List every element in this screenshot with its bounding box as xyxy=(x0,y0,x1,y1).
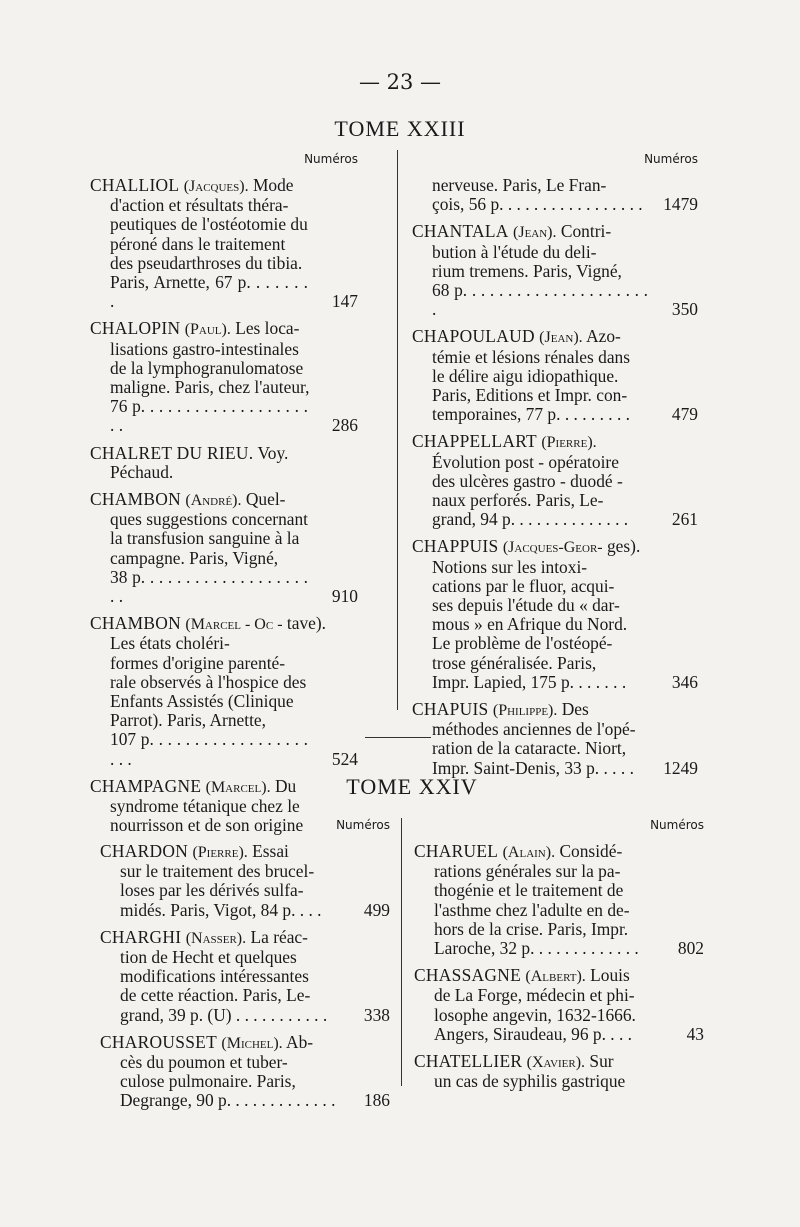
entry-heading xyxy=(412,176,698,195)
author-surname: CHAPUIS xyxy=(412,699,489,720)
index-entry xyxy=(90,444,358,482)
author-surname: CHALRET DU RIEU. xyxy=(90,442,254,463)
author-given-name: (Michel). xyxy=(221,1034,283,1052)
entry-text: Enfants Assistés (Clinique xyxy=(110,691,294,712)
entry-text: campagne. Paris, Vigné, xyxy=(110,547,279,568)
entry-heading xyxy=(412,327,698,347)
entry-text: formes d'origine parenté- xyxy=(110,652,286,673)
entry-text: tion de Hecht et quelques xyxy=(120,947,297,968)
author-given-name: (Xavier). xyxy=(526,1054,586,1072)
entry-number: 338 xyxy=(363,1004,390,1025)
index-entry xyxy=(100,842,390,920)
entry-text: ration de la cataracte. Niort, xyxy=(432,738,627,759)
column-header: Numéros xyxy=(650,818,704,832)
entry-heading xyxy=(100,1033,390,1053)
author-given-name: (Pierre). xyxy=(541,434,597,452)
entry-text: losophe angevin, 1632-1666. xyxy=(434,1004,636,1025)
entry-text: de cette réaction. Paris, Le- xyxy=(120,985,311,1006)
author-given-name: (Marcel). xyxy=(205,778,271,796)
entry-text: Le problème de l'ostéopé- xyxy=(432,633,613,654)
entry-text: Degrange, 90 p. . . . . . . . . . . . . xyxy=(120,1090,336,1111)
entry-text: méthodes anciennes de l'opé- xyxy=(432,719,636,740)
index-entry xyxy=(412,222,698,319)
entry-number: 479 xyxy=(671,404,698,425)
entry-text: Les états choléri- xyxy=(110,633,230,654)
index-entry xyxy=(412,176,698,214)
index-entry xyxy=(100,1033,390,1111)
entry-text: Paris, Arnette, 67 p. . . . . . . . xyxy=(110,272,308,312)
index-entry xyxy=(414,842,704,958)
entry-text: Notions sur les intoxi- xyxy=(432,556,588,577)
entry-text: cations par le fluor, acqui- xyxy=(432,575,615,596)
entry-text: Azo- xyxy=(586,326,621,347)
entry-text: 68 p. . . . . . . . . . . . . . . . . . . . . . xyxy=(432,280,648,320)
entry-number: 346 xyxy=(671,671,698,692)
entry-number: 499 xyxy=(363,899,390,920)
index-entry xyxy=(412,537,698,692)
entry-number: 261 xyxy=(671,509,698,530)
author-given-name: (Jean). xyxy=(539,329,583,347)
author-given-name: (Jacques-Geor- xyxy=(502,539,603,557)
entry-text: 38 p. . . . . . . . . . . . . . . . . . . . . xyxy=(110,566,308,607)
entry-number: 147 xyxy=(331,291,358,312)
entry-heading xyxy=(414,842,704,862)
column-divider xyxy=(397,150,398,710)
index-entry xyxy=(90,319,358,435)
author-given-name: (Nasser). xyxy=(185,929,247,947)
entry-heading xyxy=(90,444,358,463)
entry-text: d'action et résultats théra- xyxy=(110,195,289,216)
column-right xyxy=(412,152,698,786)
author-surname: CHALOPIN xyxy=(90,318,181,339)
entry-text: Des xyxy=(561,699,589,720)
entry-text: la transfusion sanguine à la xyxy=(110,528,300,549)
author-given-name: (Alain). xyxy=(502,844,556,861)
author-surname: CHAROUSSET xyxy=(100,1031,218,1052)
entry-text: mous » en Afrique du Nord. xyxy=(432,614,628,635)
entry-text: rations générales sur la pa- xyxy=(434,861,621,882)
entry-number: 186 xyxy=(363,1090,390,1111)
entry-number: 802 xyxy=(677,938,704,959)
index-entry xyxy=(90,176,358,311)
entry-text: tave). xyxy=(286,613,326,634)
author-surname: CHARGHI xyxy=(100,926,182,947)
entry-heading xyxy=(100,842,390,862)
entry-text: grand, 39 p. (U) . . . . . . . . . . . xyxy=(120,1004,328,1025)
author-given-name: (Pierre). xyxy=(192,844,248,861)
entry-text: cès du poumon et tuber- xyxy=(120,1052,288,1073)
entry-text: de La Forge, médecin et phi- xyxy=(434,985,635,1006)
entry-text: témie et lésions rénales dans xyxy=(432,346,630,367)
section-title: TOME XXIII xyxy=(334,116,466,141)
index-entry xyxy=(412,432,698,529)
entry-text: Ab- xyxy=(286,1031,314,1052)
entry-text: lisations gastro-intestinales xyxy=(110,338,299,359)
entry-text: La réac- xyxy=(250,926,308,947)
entry-number: 286 xyxy=(331,415,358,436)
author-surname: CHAMPAGNE xyxy=(90,775,202,796)
index-entry xyxy=(90,490,358,606)
entry-text: sur le traitement des brucel- xyxy=(120,861,315,882)
entry-text: temporaines, 77 p. . . . . . . . . xyxy=(432,404,631,425)
author-given-name: (Paul). xyxy=(184,321,231,339)
entry-heading xyxy=(414,966,704,986)
entry-text: Quel- xyxy=(245,489,286,510)
entry-text: Paris, Editions et Impr. con- xyxy=(432,385,628,406)
entry-text: Contri- xyxy=(560,221,612,242)
entry-number: 350 xyxy=(671,299,698,320)
entry-text: péroné dans le traitement xyxy=(110,233,286,254)
entry-text: rale observés à l'hospice des xyxy=(110,671,307,692)
column-header: Numéros xyxy=(304,152,358,166)
entry-number: 910 xyxy=(331,586,358,607)
author-surname: CHALLIOL xyxy=(90,175,180,195)
entry-text: Impr. Lapied, 175 p. . . . . . . xyxy=(432,671,627,692)
entry-text: 76 p. . . . . . . . . . . . . . . . . . . . . xyxy=(110,396,308,436)
entry-heading xyxy=(412,222,698,242)
entry-text: rium tremens. Paris, Vigné, xyxy=(432,260,622,281)
author-given-name: (Jean). xyxy=(513,224,557,242)
author-surname: CHARDON xyxy=(100,841,189,861)
entry-text: maligne. Paris, chez l'auteur, xyxy=(110,377,310,398)
entry-text: ges). xyxy=(606,536,641,557)
entry-text: Mode xyxy=(252,175,294,195)
entry-heading xyxy=(414,1052,704,1072)
author-surname: CHANTALA xyxy=(412,221,509,242)
entry-text: çois, 56 p. . . . . . . . . . . . . . . . . xyxy=(432,194,643,215)
entry-text: naux perforés. Paris, Le- xyxy=(432,490,604,511)
entry-heading xyxy=(100,928,390,948)
entry-text: Sur xyxy=(589,1051,614,1072)
section-title: TOME XXIV xyxy=(346,774,478,799)
entry-heading xyxy=(90,176,358,196)
entry-text: 107 p. . . . . . . . . . . . . . . . . . . . . xyxy=(110,729,308,769)
entry-text: trose généralisée. Paris, xyxy=(432,652,597,673)
entry-text: Essai xyxy=(252,841,289,861)
index-entry xyxy=(412,700,698,778)
entry-text: ses depuis l'étude du « dar- xyxy=(432,595,620,616)
column-header: Numéros xyxy=(336,818,390,832)
entry-text: thogénie et le traitement de xyxy=(434,880,624,901)
author-given-name: (Albert). xyxy=(525,968,586,986)
entry-number: 1479 xyxy=(663,194,698,215)
entry-text: l'asthme chez l'adulte en de- xyxy=(434,899,630,920)
entry-text: nerveuse. Paris, Le Fran- xyxy=(432,175,607,195)
entry-text: Louis xyxy=(590,965,630,986)
entry-text: bution à l'étude du deli- xyxy=(432,241,597,262)
entry-text: grand, 94 p. . . . . . . . . . . . . . xyxy=(432,509,629,530)
index-entry xyxy=(100,928,390,1025)
index-entry xyxy=(90,614,358,769)
entry-text: culose pulmonaire. Paris, xyxy=(120,1071,296,1092)
section-separator xyxy=(365,737,431,738)
entry-heading xyxy=(412,537,698,557)
entry-heading xyxy=(90,319,358,339)
entry-heading xyxy=(90,777,358,797)
entry-text: midés. Paris, Vigot, 84 p. . . . xyxy=(120,899,322,920)
column-left xyxy=(100,818,390,1119)
author-surname: CHAPPELLART xyxy=(412,431,537,452)
entry-text: Angers, Siraudeau, 96 p. . . . xyxy=(434,1023,633,1044)
entry-text: loses par les dérivés sulfa- xyxy=(120,880,304,901)
entry-text: Voy. xyxy=(257,442,289,463)
entry-text: un cas de syphilis gastrique xyxy=(434,1071,626,1092)
entry-text: Parrot). Paris, Arnette, xyxy=(110,710,266,731)
entry-text: Impr. Saint-Denis, 33 p. . . . . xyxy=(432,757,634,778)
author-surname: CHAMBON xyxy=(90,489,181,510)
column-header: Numéros xyxy=(644,152,698,166)
entry-text: des ulcères gastro - duodé - xyxy=(432,470,623,491)
entry-heading xyxy=(412,700,698,720)
column-divider xyxy=(401,818,402,1086)
author-given-name: (André). xyxy=(185,492,242,510)
page-number: — 23 — xyxy=(358,70,442,94)
author-surname: CHASSAGNE xyxy=(414,965,522,986)
index-entry xyxy=(414,966,704,1044)
entry-number: 43 xyxy=(686,1023,704,1044)
author-given-name: (Jacques). xyxy=(183,178,249,195)
author-surname: CHATELLIER xyxy=(414,1051,523,1072)
entry-text: de la lymphogranulomatose xyxy=(110,357,304,378)
entry-text: syndrome tétanique chez le xyxy=(110,796,300,817)
entry-text: nourrisson et de son origine xyxy=(110,815,304,836)
author-given-name: (Marcel - Oc - xyxy=(185,616,283,634)
index-entry xyxy=(414,1052,704,1091)
author-surname: CHAMBON xyxy=(90,613,181,634)
entry-text: ques suggestions concernant xyxy=(110,509,309,530)
entry-text: Évolution post - opératoire xyxy=(432,451,619,472)
entry-text: peutiques de l'ostéotomie du xyxy=(110,214,308,235)
author-surname: CHARUEL xyxy=(414,841,499,861)
entry-text: Du xyxy=(274,775,297,796)
author-surname: CHAPOULAUD xyxy=(412,326,535,347)
entry-text: Considé- xyxy=(559,841,623,861)
author-given-name: (Philippe). xyxy=(492,702,558,720)
entry-heading xyxy=(90,614,358,634)
entry-text: des pseudarthroses du tibia. xyxy=(110,252,303,273)
column-left xyxy=(90,152,358,844)
entry-number: 524 xyxy=(331,748,358,769)
entry-heading xyxy=(412,432,698,452)
index-entry xyxy=(412,327,698,424)
entry-text: Les loca- xyxy=(235,318,300,339)
entry-text: Laroche, 32 p. . . . . . . . . . . . . xyxy=(434,938,639,959)
entry-text: hors de la crise. Paris, Impr. xyxy=(434,918,629,939)
column-right xyxy=(414,818,704,1099)
entry-text: le délire aigu idiopathique. xyxy=(432,365,619,386)
entry-heading xyxy=(90,490,358,510)
entry-text: modifications intéressantes xyxy=(120,966,309,987)
entry-text: Péchaud. xyxy=(110,461,174,482)
entry-number: 1249 xyxy=(663,757,698,778)
author-surname: CHAPPUIS xyxy=(412,536,499,557)
